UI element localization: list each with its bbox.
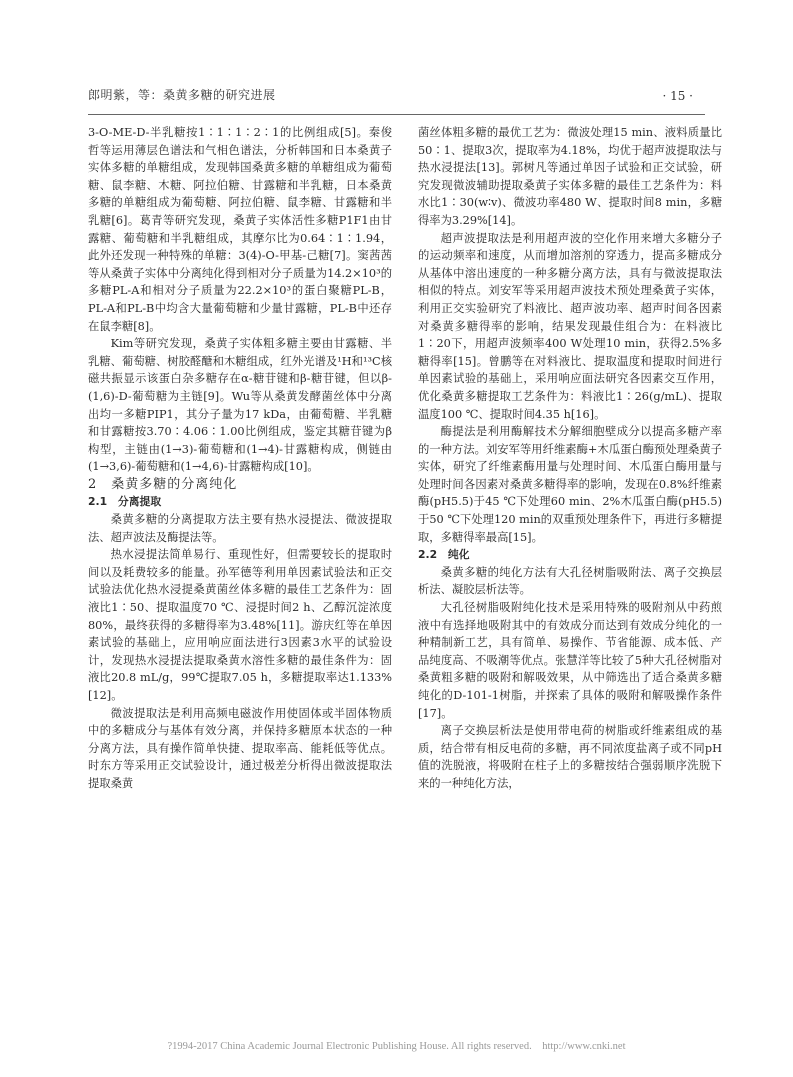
paragraph: Kim等研究发现，桑黄子实体粗多糖主要由甘露糖、半乳糖、葡萄糖、树胶醛醣和木糖组成，红外光谱及¹H和¹³C核磁共振显示该蛋白杂多糖存在α-糖苷键和β-糖苷键，但以β-(1,6)-D-葡萄糖为主链[9]。Wu等从桑黄发酵菌丝体中分离出均一多糖PIP1，其分子量为17 kDa，由葡萄糖、半乳糖和甘露糖按3.70∶4.06∶1.00比例组成，鉴定其糖苷键为β构型，主链由(1→3)-葡萄糖和(1→4)-甘露糖构成，侧链由(1→3,6)-葡萄糖和(1→4,6)-甘露糖构成[10]。: [88, 337, 392, 474]
page-number: · 15 ·: [662, 89, 693, 103]
paragraph: 3-O-ME-D-半乳糖按1∶1∶1∶2∶1的比例组成[5]。秦俊哲等运用薄层色谱法和气相色谱法，分析韩国和日本桑黄子实体多糖的单糖组成，发现韩国桑黄多糖的单糖组成为葡萄糖、鼠李糖、木糖、阿拉伯糖、甘露糖和半乳糖，日本桑黄多糖的单糖组成为葡萄糖、阿拉伯糖、鼠李糖、甘露糖和半乳糖[6]。葛青等研究发现，桑黄子实体活性多糖P1F1由甘露糖、葡萄糖和半乳糖组成，其摩尔比为0.64∶1∶1.94，此外还发现一种特殊的单糖：3(4)-O-甲基-己糖[7]。窦茜茜等从桑黄子实体中分离纯化得到相对分子质量为14.2×10³的多糖PL-A和相对分子质量为22.2×10³的蛋白聚糖PL-B，PL-A和PL-B中均含大量葡萄糖和少量甘露糖，PL-B中还存在鼠李糖[8]。: [88, 126, 392, 333]
paragraph: 酶提法是利用酶解技术分解细胞壁成分以提高多糖产率的一种方法。刘安军等用纤维素酶+木瓜蛋白酶预处理桑黄子实体，研究了纤维素酶用量与处理时间、木瓜蛋白酶用量与处理时间各因素对桑黄多糖得率的影响，发现在0.8%纤维素酶(pH5.5)于45 ℃下处理60 min、2%木瓜蛋白酶(pH5.5)于50 ℃下处理120 min的双重预处理条件下，再进行多糖提取，多糖得率最高[15]。: [418, 425, 722, 544]
header-rule: [88, 114, 705, 115]
paragraph: 桑黄多糖的分离提取方法主要有热水浸提法、微波提取法、超声波法及酶提法等。: [88, 513, 392, 544]
right-column: [418, 124, 722, 793]
subsection-heading: 2.1 分离提取: [88, 495, 162, 509]
left-column: [88, 124, 392, 793]
section-heading: 2 桑黄多糖的分离纯化: [88, 476, 238, 492]
paragraph: 离子交换层析法是使用带电荷的树脂或纤维素组成的基质，结合带有相反电荷的多糖，再不同浓度盐离子或不同pH值的洗脱液，将吸附在柱子上的多糖按结合强弱顺序洗脱下来的一种纯化方法，: [418, 724, 722, 790]
copyright-footer: ?1994-2017 China Academic Journal Electronic Publishing House. All rights reserved. http://www.cnki.net: [167, 1041, 626, 1052]
paragraph: 微波提取法是利用高频电磁波作用使固体或半固体物质中的多糖成分与基体有效分离，并保持多糖原本状态的一种分离方法，具有操作简单快捷、提取率高、能耗低等优点。时东方等采用正交试验设计，通过极差分析得出微波提取法提取桑黄: [88, 706, 392, 790]
running-title: 郎明紫，等：桑黄多糖的研究进展: [88, 88, 276, 102]
paragraph: 超声波提取法是利用超声波的空化作用来增大多糖分子的运动频率和速度，从而增加溶剂的穿透力，提高多糖成分从基体中溶出速度的一种多糖分离方法，具有与微波提取法相似的特点。刘安军等采用超声波技术预处理桑黄子实体，利用正交实验研究了料液比、超声波功率、超声时间各因素对桑黄多糖得率的影响，结果发现最佳组合为：在料液比1∶20下，用超声波频率400 W处理10 min，获得2.5%多糖得率[15]。曾鹏等在对料液比、提取温度和提取时间进行单因素试验的基础上，采用响应面法研究各因素交互作用，优化桑黄多糖提取工艺条件为：料液比1∶26(g/mL)、提取温度100 ℃、提取时间4.35 h[16]。: [418, 231, 722, 421]
paragraph: 菌丝体粗多糖的最优工艺为：微波处理15 min、液料质量比50∶1、提取3次，提取率为4.18%，均优于超声波提取法与热水浸提法[13]。郭树凡等通过单因子试验和正交试验，研究发现微波辅助提取桑黄子实体多糖的最佳工艺条件为：料水比1∶30(w∶v)、微波功率480 W、提取时间8 min，多糖得率为3.29%[14]。: [418, 126, 722, 227]
paragraph: 桑黄多糖的纯化方法有大孔径树脂吸附法、离子交换层析法、凝胶层析法等。: [418, 565, 722, 597]
subsection-heading: 2.2 纯化: [418, 548, 470, 562]
paragraph: 大孔径树脂吸附纯化技术是采用特殊的吸附剂从中药煎液中有选择地吸附其中的有效成分而达到有效成分纯化的一种精制新工艺，具有简单、易操作、节省能源、成本低、产品纯度高、不吸潮等优点。张慧洋等比较了5种大孔径树脂对桑黄粗多糖的吸附和解吸效果，从中筛选出了适合桑黄多糖纯化的D-101-1树脂，并探索了具体的吸附和解吸操作条件[17]。: [418, 601, 722, 720]
paragraph: 热水浸提法简单易行、重现性好，但需要较长的提取时间以及耗费较多的能量。孙军德等利用单因素试验法和正交试验法优化热水浸提桑黄菌丝体多糖的最佳工艺条件为：固液比1∶50、提取温度70 ℃、浸提时间2 h、乙醇沉淀浓度80%，最终获得的多糖得率为3.48%[11]。游庆红等在单因素试验的基础上，应用响应面法进行3因素3水平的试验设计，发现热水浸提法提取桑黄水溶性多糖的最佳条件为：固液比20.8 mL/g，99℃提取7.05 h，多糖提取率达1.133%[12]。: [88, 548, 392, 702]
